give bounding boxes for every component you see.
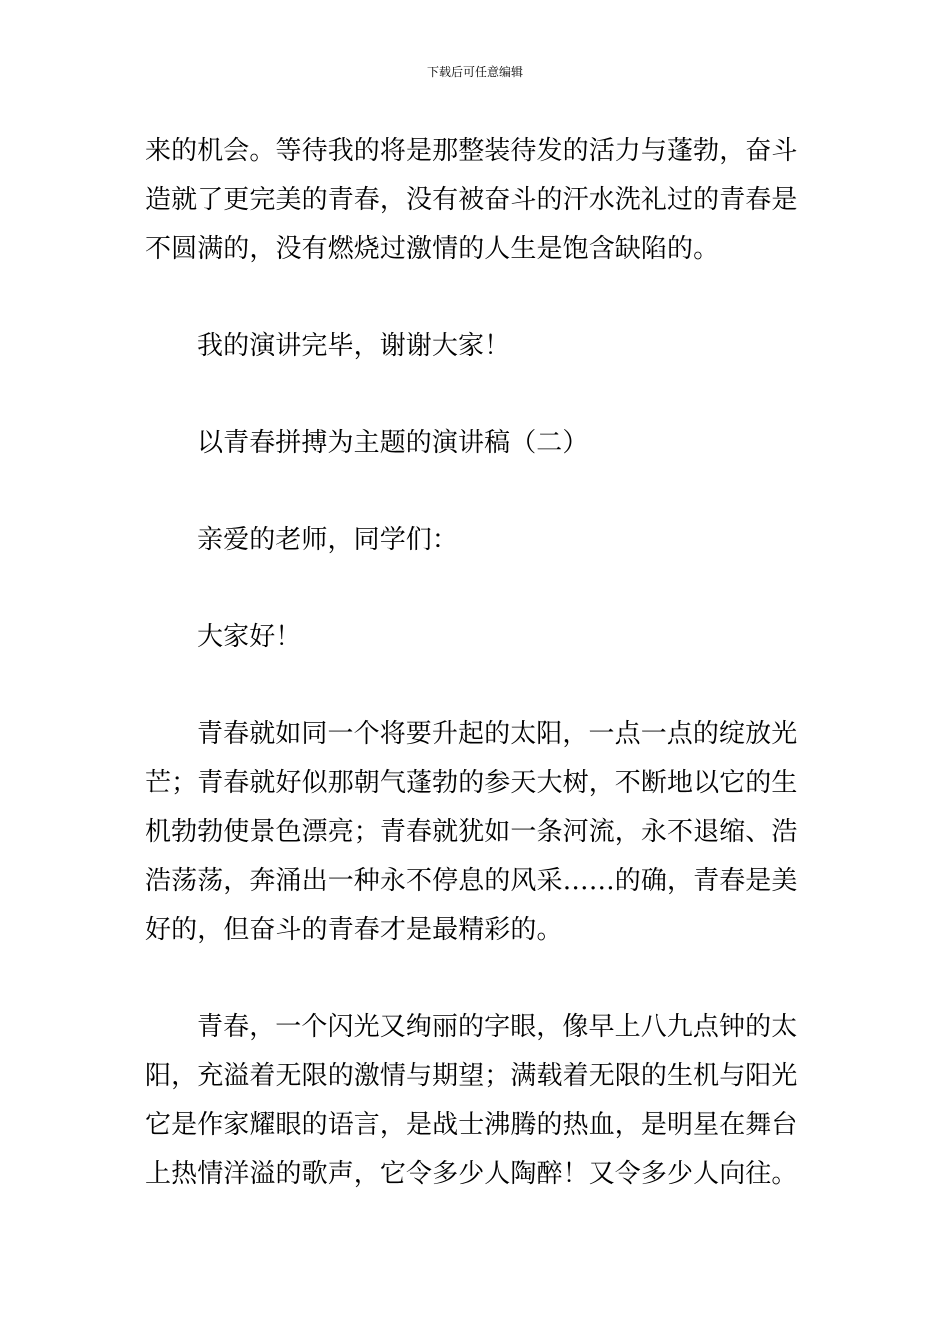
text-line: 浩荡荡，奔涌出一种永不停息的风采……的确，青春是美 bbox=[145, 866, 798, 896]
paragraph-body bbox=[145, 710, 807, 955]
text-line: 大家好！ bbox=[197, 622, 302, 652]
paragraph-continuation bbox=[145, 127, 807, 274]
section-title bbox=[145, 419, 807, 468]
text-line: 阳，充溢着无限的激情与期望；满载着无限的生机与阳光 bbox=[145, 1061, 798, 1091]
text-line: 不圆满的，没有燃烧过激情的人生是饱含缺陷的。 bbox=[145, 234, 720, 264]
text-line: 它是作家耀眼的语言，是战士沸腾的热血，是明星在舞台 bbox=[145, 1110, 798, 1140]
text-line: 上热情洋溢的歌声，它令多少人陶醉！又令多少人向往。 bbox=[145, 1159, 798, 1189]
paragraph-greeting bbox=[145, 613, 807, 662]
text-line: 青春就如同一个将要升起的太阳，一点一点的绽放光 bbox=[197, 719, 798, 749]
text-line: 亲爱的老师，同学们： bbox=[197, 525, 459, 555]
document-body bbox=[145, 127, 807, 1199]
paragraph-salutation bbox=[145, 516, 807, 565]
paragraph-body bbox=[145, 1003, 807, 1199]
text-line: 我的演讲完毕，谢谢大家！ bbox=[197, 331, 511, 361]
page-header-note: 下载后可任意编辑 bbox=[426, 65, 523, 79]
text-line: 以青春拼搏为主题的演讲稿（二） bbox=[197, 428, 589, 458]
text-line: 机勃勃使景色漂亮；青春就犹如一条河流，永不退缩、浩 bbox=[145, 817, 798, 847]
text-line: 芒；青春就好似那朝气蓬勃的参天大树，不断地以它的生 bbox=[145, 768, 798, 798]
text-line: 好的，但奋斗的青春才是最精彩的。 bbox=[145, 915, 563, 945]
text-line: 造就了更完美的青春，没有被奋斗的汗水洗礼过的青春是 bbox=[145, 185, 798, 215]
paragraph-closing bbox=[145, 322, 807, 371]
text-line: 来的机会。等待我的将是那整装待发的活力与蓬勃，奋斗 bbox=[145, 136, 798, 166]
text-line: 青春，一个闪光又绚丽的字眼，像早上八九点钟的太 bbox=[197, 1012, 798, 1042]
